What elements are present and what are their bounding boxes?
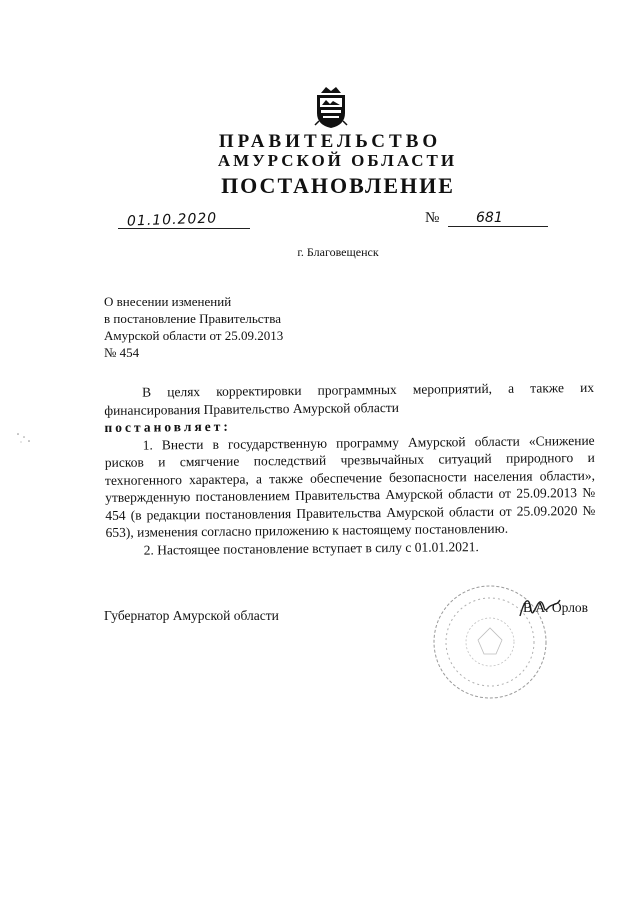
document-body (104, 379, 596, 559)
coat-of-arms-emblem (313, 83, 349, 129)
number-sign: № (425, 210, 440, 226)
signatory-name: В.А. Орлов (523, 600, 589, 615)
subject-line: Амурской области от 25.09.2013 (104, 328, 284, 343)
preamble-paragraph: В целях корректировки программных мероприятий, а также их финансирования Правительство Амурской области (104, 379, 595, 418)
region-heading: АМУРСКОЙ ОБЛАСТИ (217, 151, 458, 170)
document-date: 01.10.2020 (126, 210, 218, 230)
resolves-label: постановляет: (104, 418, 231, 435)
subject-line: в постановление Правительства (104, 311, 281, 326)
document-subject (104, 293, 283, 361)
subject-line: О внесении изменений (104, 294, 232, 309)
item-2-paragraph: 2. Настоящее постановление вступает в силу с 01.01.2021. (143, 538, 479, 558)
signatory-position: Губернатор Амурской области (104, 608, 279, 623)
city-label: г. Благовещенск (297, 245, 379, 259)
government-heading: ПРАВИТЕЛЬСТВО (218, 131, 442, 152)
number-underline (448, 226, 548, 227)
item-1-paragraph: 1. Внести в государственную программу Амурской области «Снижение рисков и смягчение последствий чрезвычайных ситуаций природного и техногенного характера, а также обеспечение безопасности населения области», утвержденную постановлением Правительства Амурской области от 25.09.2013 № 454 (в редакции постановления Правительства Амурской области от 25.09.2020 № 653), изменения согласно приложению к настоящему постановлению. (104, 432, 596, 540)
document-type-title: ПОСТАНОВЛЕНИЕ (221, 173, 455, 198)
scan-speck-marks (15, 431, 33, 445)
document-number: 681 (476, 210, 503, 226)
subject-line: № 454 (104, 345, 140, 360)
